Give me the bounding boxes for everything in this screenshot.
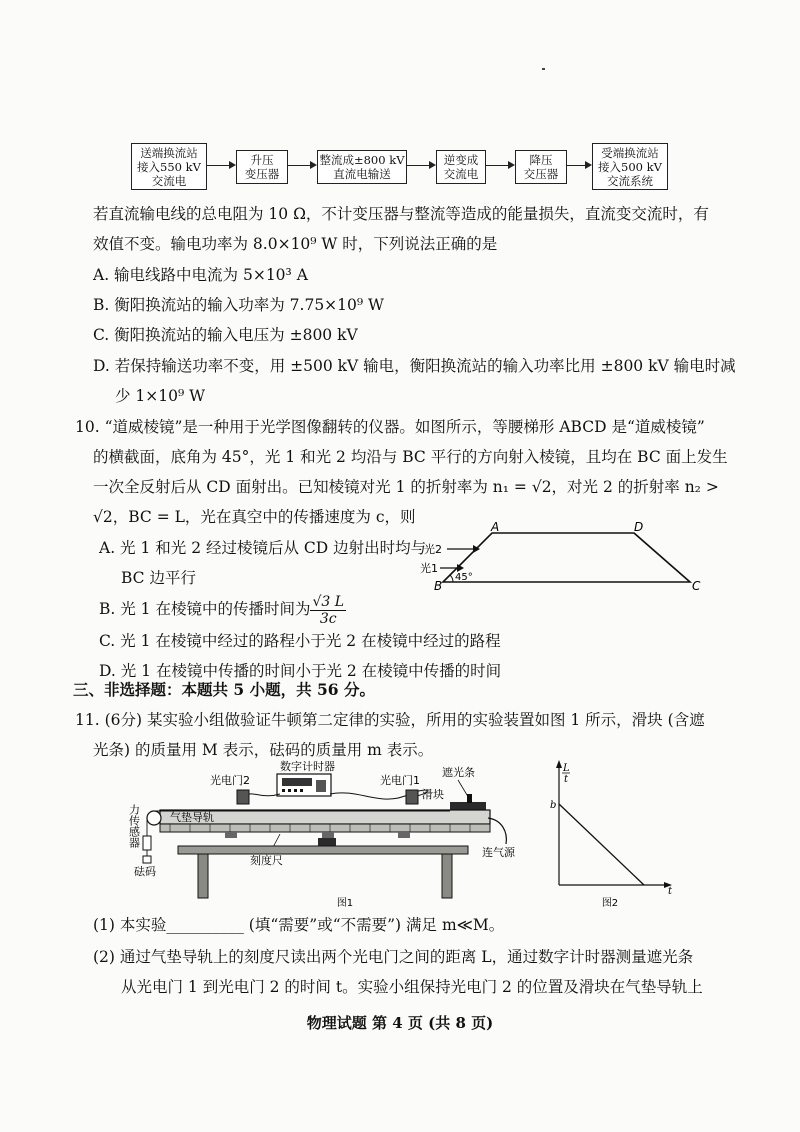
x-label: t xyxy=(668,886,673,897)
table-leg-left xyxy=(198,854,208,898)
q9-option-b: B. 衡阳换流站的输入功率为 7.75×10⁹ W xyxy=(93,296,384,314)
q10-option-a-line1: A. 光 1 和光 2 经过棱镜后从 CD 边射出时均与 xyxy=(99,539,427,557)
force-sensor-label: 力传感器 xyxy=(127,804,141,848)
track-support-left xyxy=(225,832,237,838)
graph-line xyxy=(559,804,644,885)
vertex-label-a: A xyxy=(491,520,500,534)
dove-prism-figure xyxy=(420,520,710,603)
shade-strip-label: 遮光条 xyxy=(442,766,475,779)
q10-option-b-text: B. 光 1 在棱镜中的传播时间为 xyxy=(99,600,311,618)
q9-stem-line2: 效值不变。输电功率为 8.0×10⁹ W 时，下列说法正确的是 xyxy=(93,235,498,253)
angle-label: 45° xyxy=(455,572,473,583)
q10-option-a-line2: BC 边平行 xyxy=(121,569,196,587)
q10-option-c: C. 光 1 在棱镜中经过的路程小于光 2 在棱镜中经过的路程 xyxy=(99,632,501,650)
pulley xyxy=(147,811,161,825)
photogate-2-label: 光电门2 xyxy=(210,774,250,787)
q10-line4: √2，BC = L，光在真空中的传播速度为 c，则 xyxy=(93,508,416,526)
q10-line3: 一次全反射后从 CD 面射出。已知棱镜对光 1 的折射率为 n₁ = √2，对光 2 的折射率 n₂ > xyxy=(93,478,719,496)
air-hose xyxy=(488,818,506,844)
photogate-2 xyxy=(237,790,249,804)
q10-line1: 10. “道威棱镜”是一种用于光学图像翻转的仪器。如图所示，等腰梯形 ABCD 是“道威棱镜” xyxy=(75,418,705,436)
scan-dot xyxy=(542,68,545,70)
ruler-label: 刻度尺 xyxy=(250,854,283,867)
prism-trapezoid xyxy=(443,533,690,582)
air-track-base xyxy=(160,824,490,832)
q10-option-b-fraction xyxy=(310,594,346,627)
slider-label: 滑块 xyxy=(422,788,444,801)
q11-sub1: (1) 本实验__________ (填“需要”或“不需要”) 满足 m≪M。 xyxy=(93,916,505,934)
table-top xyxy=(178,846,468,854)
table-leg-right xyxy=(442,854,452,898)
q9-stem-line1: 若直流输电线的总电阻为 10 Ω，不计变压器与整流等造成的能量损失，直流变交流时，有 xyxy=(93,205,709,223)
track-support-right xyxy=(398,832,410,838)
vertex-label-d: D xyxy=(634,520,644,534)
q9-option-d-line2: 少 1×10⁹ W xyxy=(115,387,206,405)
flow-box-receiving-station: 受端换流站 接入500 kV 交流系统 xyxy=(592,143,668,190)
fraction-denominator: 3c xyxy=(319,610,337,627)
q11-sub2-line2: 从光电门 1 到光电门 2 的时间 t。实验小组保持光电门 2 的位置及滑块在气垫导轨上 xyxy=(121,978,703,996)
timer-display xyxy=(282,778,312,786)
center-block xyxy=(318,838,336,846)
flow-box-invert: 逆变成 交流电 xyxy=(436,150,486,184)
q10-option-d: D. 光 1 在棱镜中传播的时间小于光 2 在棱镜中传播的时间 xyxy=(99,662,502,680)
shade-strip xyxy=(467,794,472,803)
light2-label: 光2 xyxy=(424,543,442,556)
page-footer: 物理试题 第 4 页 (共 8 页) xyxy=(306,1014,494,1032)
section3-heading: 三、非选择题：本题共 5 小题，共 56 分。 xyxy=(73,680,375,699)
flow-arrow xyxy=(486,165,513,166)
air-source-label: 连气源 xyxy=(482,846,515,859)
q9-option-c: C. 衡阳换流站的输入电压为 ±800 kV xyxy=(93,326,358,344)
air-track-label: 气垫导轨 xyxy=(170,811,214,824)
graph-figure xyxy=(540,758,680,908)
q11-line1: 11. (6分) 某实验小组做验证牛顿第二定律的实验，所用的实验装置如图 1 所示，滑块 (含遮 xyxy=(75,711,705,729)
flow-box-step-up: 升压 变压器 xyxy=(236,150,288,184)
flow-arrow xyxy=(207,165,234,166)
photogate-1 xyxy=(406,790,418,804)
vertex-label-c: C xyxy=(692,579,701,593)
track-support-center xyxy=(322,832,334,838)
force-sensor xyxy=(143,836,151,850)
figure1-caption: 图1 xyxy=(336,898,354,909)
flow-arrow xyxy=(288,165,315,166)
angle-arc xyxy=(450,575,453,582)
y-label-denominator: t xyxy=(564,774,569,785)
fraction-numerator: √3 L xyxy=(312,593,345,610)
q11-line2: 光条) 的质量用 M 表示，砝码的质量用 m 表示。 xyxy=(93,741,434,759)
timer-label: 数字计时器 xyxy=(280,760,335,773)
y-axis-arrow xyxy=(556,760,562,768)
flow-box-step-down: 降压 交压器 xyxy=(515,150,567,184)
weight xyxy=(143,856,151,863)
y-label-numerator: L xyxy=(563,763,570,774)
flow-arrow xyxy=(407,165,434,166)
light1-label: 光1 xyxy=(420,562,438,575)
flow-arrow xyxy=(567,165,590,166)
q10-line2: 的横截面，底角为 45°，光 1 和光 2 均沿与 BC 平行的方向射入棱镜，且均在 BC 面上发生 xyxy=(93,448,728,466)
vertex-label-b: B xyxy=(434,579,443,593)
q9-option-d-line1: D. 若保持输送功率不变，用 ±500 kV 输电，衡阳换流站的输入功率比用 ±800 kV 输电时减 xyxy=(93,357,736,375)
q10-option-b xyxy=(99,592,346,627)
figure2-caption: 图2 xyxy=(601,898,619,909)
flow-box-sending-station: 送端换流站 接入550 kV 交流电 xyxy=(131,143,207,190)
q9-option-a: A. 输电线路中电流为 5×10³ A xyxy=(93,266,308,284)
q11-sub2-line1: (2) 通过气垫导轨上的刻度尺读出两个光电门之间的距离 L，通过数字计时器测量遮光条 xyxy=(93,948,694,966)
apparatus-figure xyxy=(127,760,540,910)
intercept-label: b xyxy=(550,800,557,811)
flow-box-rectify: 整流成±800 kV 直流电输送 xyxy=(317,150,407,184)
photogate-1-label: 光电门1 xyxy=(380,774,420,787)
weight-label: 砝码 xyxy=(134,865,156,878)
